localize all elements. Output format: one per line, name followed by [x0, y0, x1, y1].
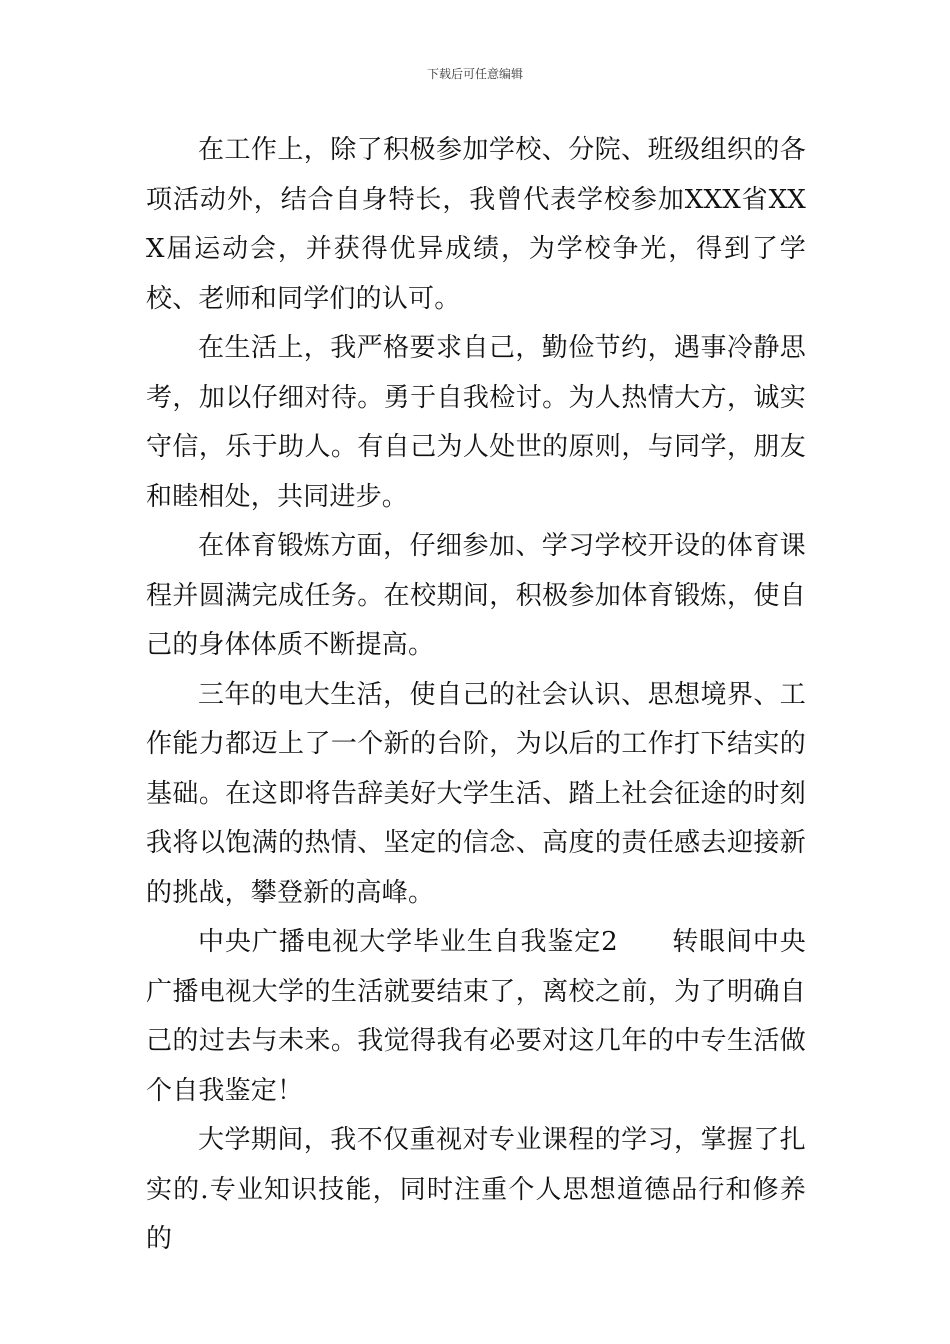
paragraph-sports: 在体育锻炼方面，仔细参加、学习学校开设的体育课程并圆满完成任务。在校期间，积极参加体育锻炼，使自己的身体体质不断提高。: [146, 531, 806, 660]
paragraph-work: 在工作上，除了积极参加学校、分院、班级组织的各项活动外，结合自身特长，我曾代表学校参加XXX省XXX届运动会，并获得优异成绩，为学校争光，得到了学校、老师和同学们的认可。: [146, 135, 806, 314]
paragraph-summary: 三年的电大生活，使自己的社会认识、思想境界、工作能力都迈上了一个新的台阶，为以后的工作打下结实的基础。在这即将告辞美好大学生活、踏上社会征途的时刻我将以饱满的热情、坚定的信念、高度的责任感去迎接新的挑战，攀登新的高峰。: [146, 679, 806, 908]
paragraph-self-assessment-2: 中央广播电视大学毕业生自我鉴定2 转眼间中央广播电视大学的生活就要结束了，离校之前，为了明确自己的过去与未来。我觉得我有必要对这几年的中专生活做个自我鉴定！: [146, 927, 806, 1106]
document-body: [146, 126, 806, 1265]
paragraph-university-period: 大学期间，我不仅重视对专业课程的学习，掌握了扎实的.专业知识技能，同时注重个人思想道德品行和修养的: [146, 1125, 806, 1254]
paragraph-life: 在生活上，我严格要求自己，勤俭节约，遇事冷静思考，加以仔细对待。勇于自我检讨。为人热情大方，诚实守信，乐于助人。有自己为人处世的原则，与同学，朋友和睦相处，共同进步。: [146, 333, 806, 512]
page-header: 下载后可任意编辑: [426, 67, 523, 81]
